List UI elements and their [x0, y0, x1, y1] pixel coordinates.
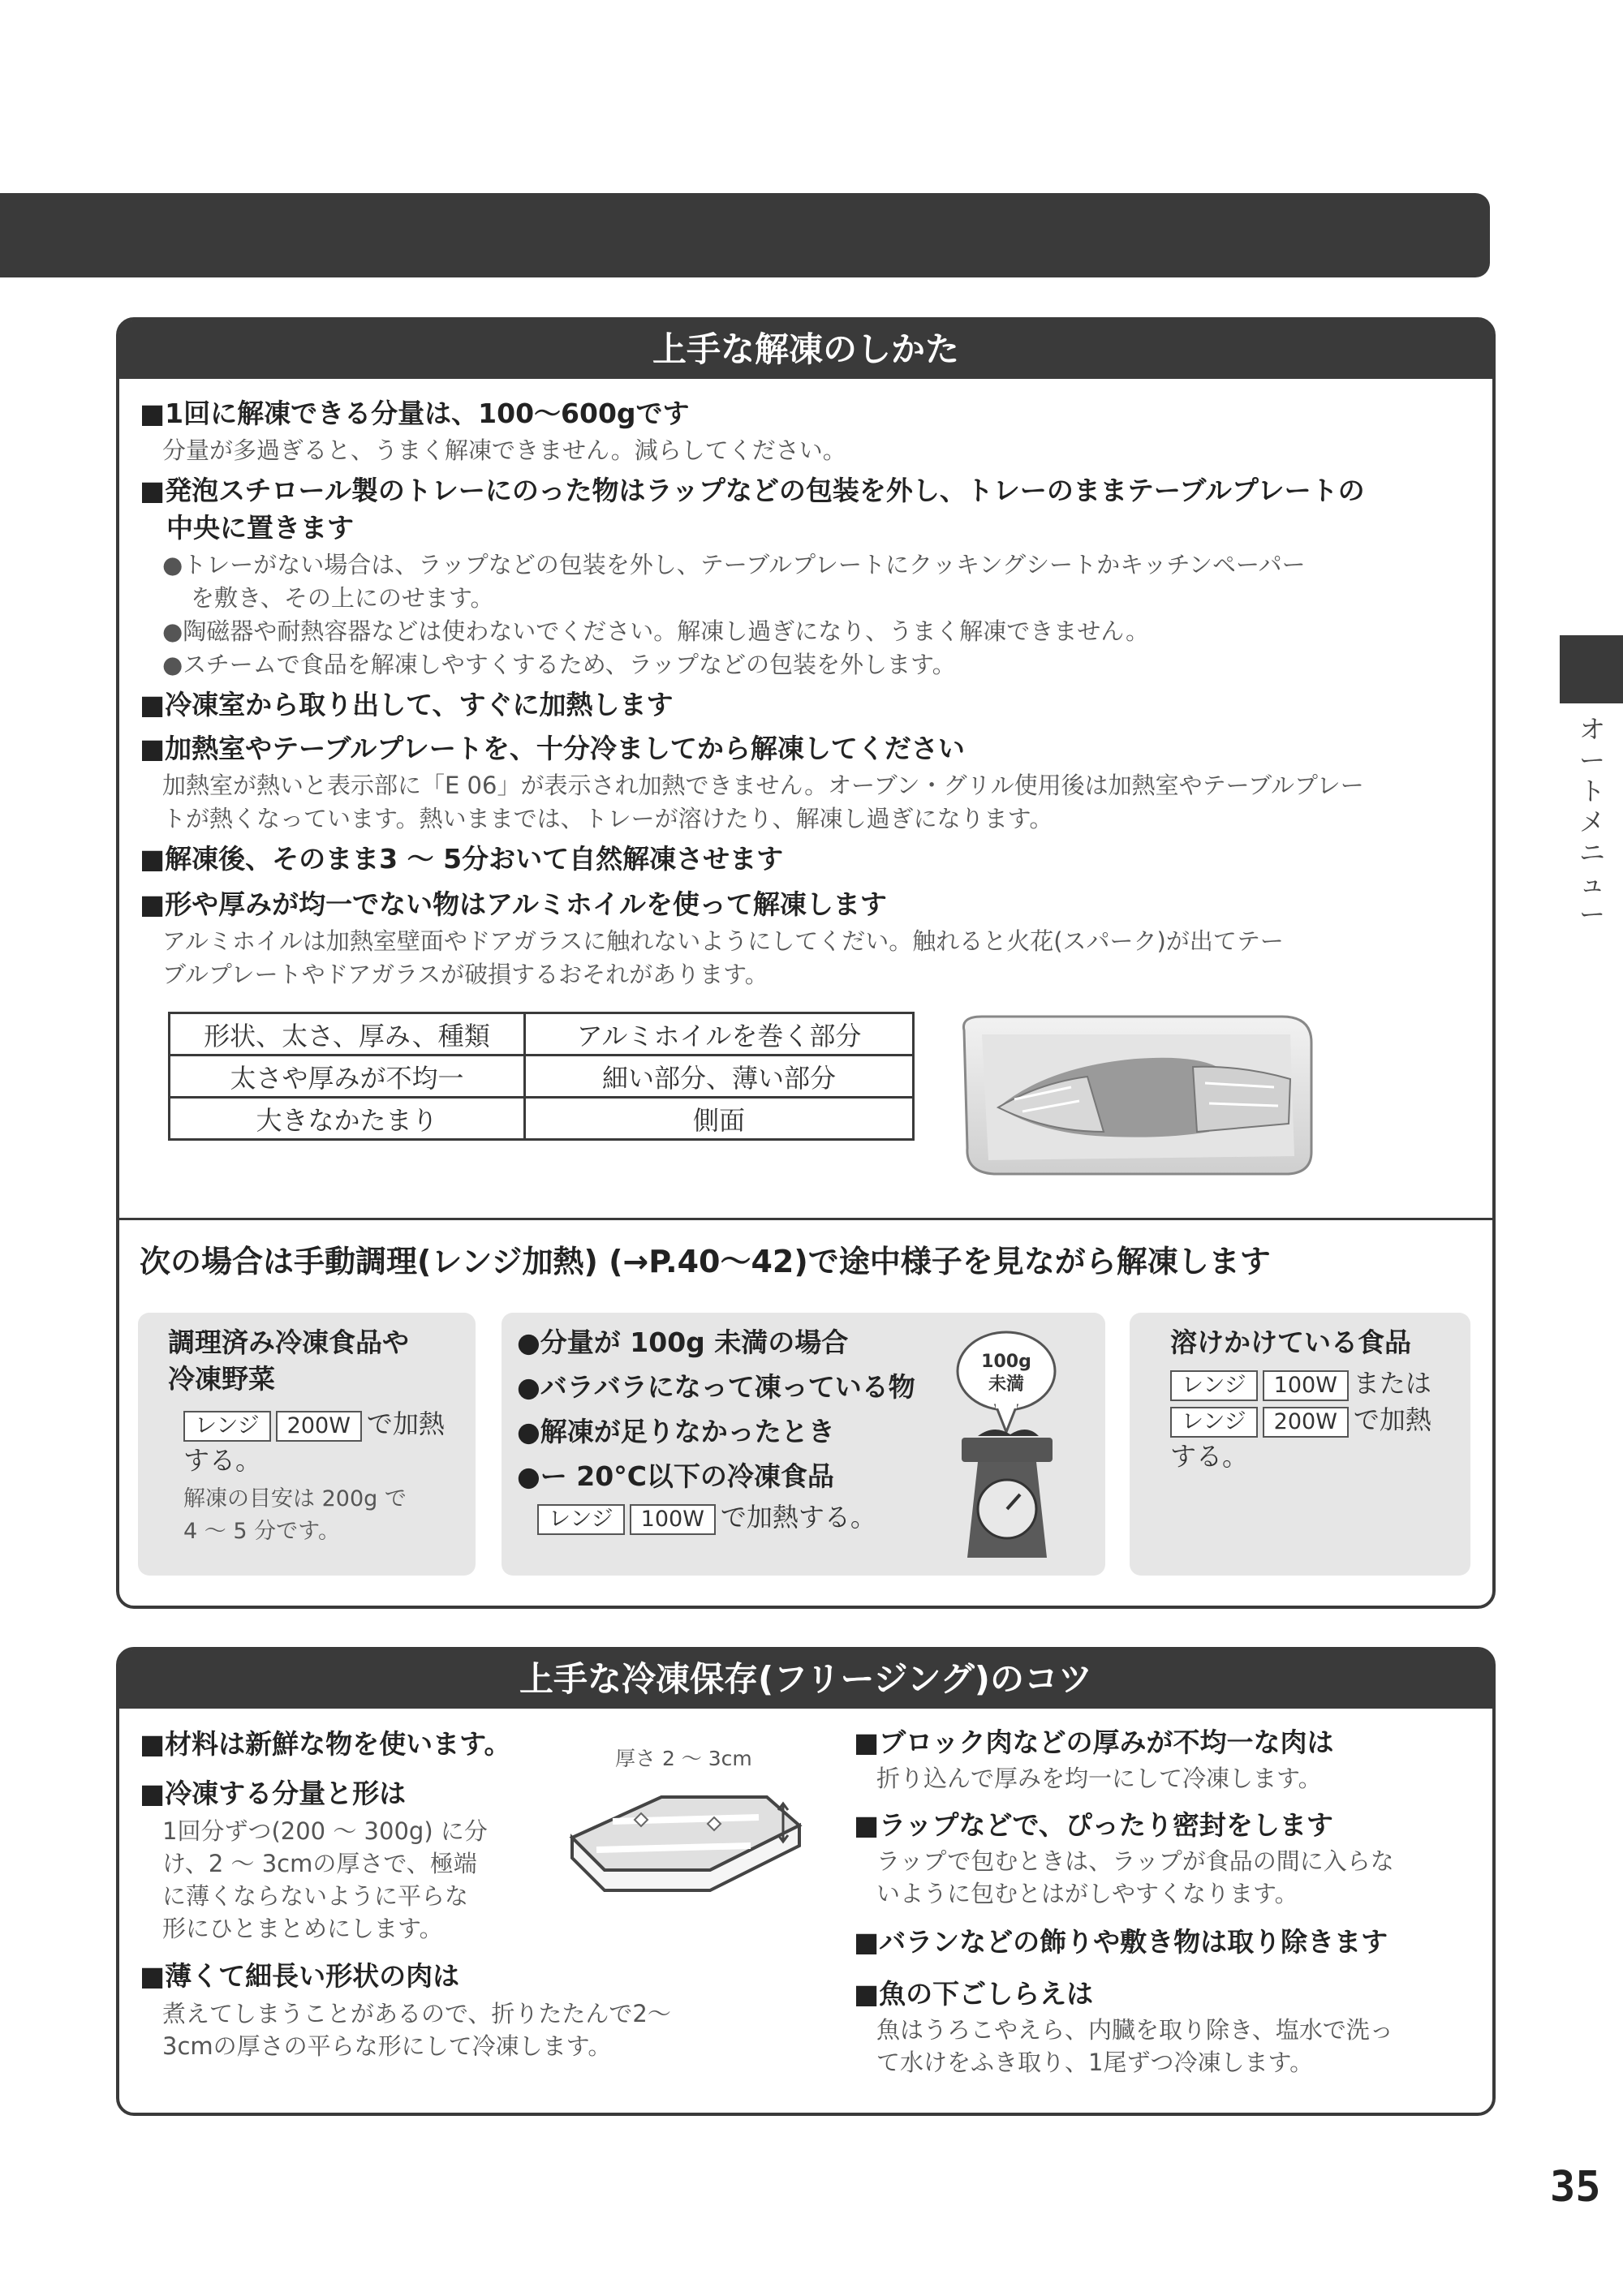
item4-heading: ■加熱室やテーブルプレートを、十分冷ましてから解凍してください — [140, 733, 965, 764]
bubble-text: 未満 — [988, 1374, 1025, 1395]
table-cell: 細い部分、薄い部分 — [525, 1056, 914, 1098]
microwave-key: レンジ — [1170, 1407, 1258, 1438]
freeze-right-t2: ラップで包むときは、ラップが食品の間に入らな — [876, 1847, 1394, 1875]
freeze-left-t2: 1回分ずつ(200 〜 300g) に分 — [162, 1817, 488, 1845]
item2-bullet: ●陶磁器や耐熱容器などは使わないでください。解凍し過ぎになり、うまく解凍できません。 — [162, 617, 1150, 645]
card1-title: 調理済み冷凍食品や — [168, 1326, 409, 1358]
card3-mid: または — [1353, 1368, 1431, 1399]
power-key-100w: 100W — [630, 1504, 716, 1535]
card2-after: で加熱する。 — [720, 1502, 876, 1533]
divider-line — [119, 1218, 1492, 1220]
foil-table — [168, 1012, 915, 1141]
microwave-key: レンジ — [183, 1411, 271, 1442]
card3-instruction-2 — [1170, 1402, 1431, 1438]
item2-bullet: ●スチームで食品を解凍しやすくするため、ラップなどの包装を外します。 — [162, 651, 956, 678]
item2-bullet: ●トレーがない場合は、ラップなどの包装を外し、テーブルプレートにクッキングシートかキッチンペーパー — [162, 551, 1306, 578]
card3-line3: する。 — [1170, 1441, 1249, 1472]
header-bar — [0, 193, 1490, 277]
table-cell: 太さや厚みが不均一 — [170, 1056, 525, 1098]
card1-instruction — [183, 1406, 445, 1442]
item6-text: アルミホイルは加熱室壁面やドアガラスに触れないようにしてくだい。触れると火花(スパーク)が出てテー — [162, 927, 1284, 955]
power-key-100w: 100W — [1263, 1370, 1349, 1401]
freeze-left-t3: 3cmの厚さの平らな形にして冷凍します。 — [162, 2032, 612, 2060]
manual-heading: 次の場合は手動調理(レンジ加熱) (→P.40〜42)で途中様子を見ながら解凍します — [140, 1244, 1271, 1279]
table-cell: 側面 — [525, 1098, 914, 1140]
thickness-label: 厚さ 2 〜 3cm — [615, 1747, 752, 1770]
freeze-left-h1: ■材料は新鮮な物を使います。 — [140, 1728, 511, 1760]
side-tab-label: オ ー ト メ ニ ュ ー — [1578, 714, 1605, 930]
freeze-right-t4: て水けをふき取り、1尾ずつ冷凍します。 — [876, 2049, 1314, 2076]
freeze-left-t3: 煮えてしまうことがあるので、折りたたんで2〜 — [162, 2000, 671, 2027]
item2-heading-cont: 中央に置きます — [166, 512, 354, 544]
freeze-right-t1: 折り込んで厚みを均一にして冷凍します。 — [876, 1765, 1322, 1792]
bubble-text: 100g — [981, 1352, 1031, 1372]
scale-illustration — [945, 1322, 1067, 1566]
microwave-key: レンジ — [537, 1504, 625, 1535]
freeze-left-h2: ■冷凍する分量と形は — [140, 1778, 407, 1809]
card2-item: ●解凍が足りなかったとき — [517, 1416, 835, 1447]
card1-note-cont: 4 〜 5 分です。 — [183, 1519, 340, 1544]
freeze-right-h1: ■ブロック肉などの厚みが不均一な肉は — [854, 1726, 1334, 1758]
table-cell: 大きなかたまり — [170, 1098, 525, 1140]
item2-heading: ■発泡スチロール製のトレーにのった物はラップなどの包装を外し、トレーのままテーブルプレートの — [140, 475, 1365, 506]
freeze-left-h3: ■薄くて細長い形状の肉は — [140, 1960, 460, 1992]
freeze-left-t2: 形にひとまとめにします。 — [162, 1915, 443, 1942]
card1-note: 解凍の目安は 200g で — [183, 1486, 407, 1511]
table-header: アルミホイルを巻く部分 — [525, 1013, 914, 1056]
item4-text: 加熱室が熱いと表示部に「E 06」が表示され加熱できません。オーブン・グリル使用後は加熱室やテーブルプレー — [162, 772, 1364, 799]
card1-after: で加熱 — [366, 1408, 445, 1439]
item1-heading: ■1回に解凍できる分量は、100〜600gです — [140, 398, 690, 429]
side-tab-marker — [1560, 635, 1623, 703]
freeze-right-h2: ■ラップなどで、ぴったり密封をします — [854, 1809, 1333, 1841]
freeze-left-t2: に薄くならないように平らな — [162, 1882, 469, 1910]
thawing-title: 上手な解凍のしかた — [119, 320, 1492, 379]
freeze-right-t4: 魚はうろこやえら、内臓を取り除き、塩水で洗っ — [876, 2016, 1393, 2044]
page-number: 35 — [1550, 2163, 1601, 2212]
card1-title-cont: 冷凍野菜 — [168, 1363, 275, 1395]
item3-heading: ■冷凍室から取り出して、すぐに加熱します — [140, 689, 674, 720]
item6-text-cont: ブルプレートやドアガラスが破損するおそれがあります。 — [162, 961, 768, 988]
item2-bullet-cont: を敷き、その上にのせます。 — [191, 584, 494, 612]
card1-line2: する。 — [183, 1445, 262, 1476]
item5-heading: ■解凍後、そのまま3 〜 5分おいて自然解凍させます — [140, 843, 784, 875]
microwave-key: レンジ — [1170, 1370, 1258, 1401]
freeze-right-h3: ■バランなどの飾りや敷き物は取り除きます — [854, 1926, 1388, 1958]
item4-text-cont: トが熱くなっています。熱いままでは、トレーが溶けたり、解凍し過ぎになります。 — [162, 805, 1053, 832]
item1-text: 分量が多過ぎると、うまく解凍できません。減らしてください。 — [162, 436, 846, 464]
card2-item: ●バラバラになって凍っている物 — [517, 1371, 915, 1403]
card3-after: で加熱 — [1353, 1404, 1431, 1435]
power-key-200w: 200W — [1263, 1407, 1349, 1438]
power-key-200w: 200W — [276, 1411, 362, 1442]
foil-wrapped-fish-illustration — [949, 1010, 1323, 1180]
card2-item: ●分量が 100g 未満の場合 — [517, 1326, 849, 1358]
card3-title: 溶けかけている食品 — [1170, 1326, 1411, 1358]
table-header: 形状、太さ、厚み、種類 — [170, 1013, 525, 1056]
freeze-right-h4: ■魚の下ごしらえは — [854, 1978, 1094, 2010]
card2-item: ●ー 20°C以下の冷凍食品 — [517, 1460, 834, 1492]
freeze-right-t2: いように包むとはがしやすくなります。 — [876, 1880, 1298, 1907]
item6-heading: ■形や厚みが均一でない物はアルミホイルを使って解凍します — [140, 888, 887, 920]
freezing-title: 上手な冷凍保存(フリージング)のコツ — [119, 1650, 1492, 1709]
freeze-left-t2: け、2 〜 3cmの厚さで、極端 — [162, 1850, 477, 1877]
card2-instruction — [537, 1499, 876, 1535]
flat-package-illustration — [564, 1781, 816, 1903]
card3-instruction — [1170, 1365, 1431, 1401]
